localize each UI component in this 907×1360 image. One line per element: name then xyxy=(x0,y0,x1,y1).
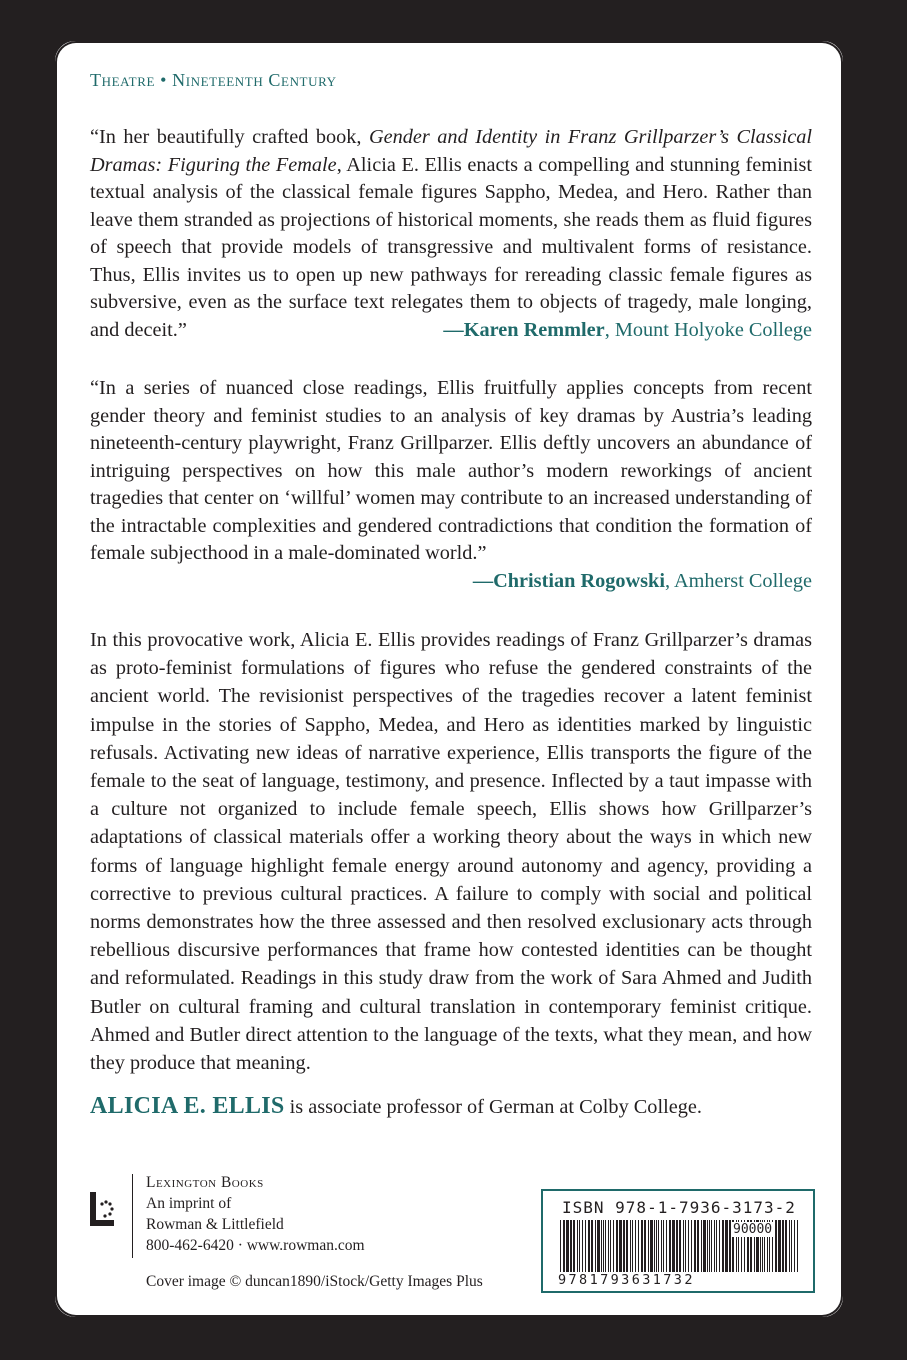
quote1-text: , Alicia E. Ellis enacts a compelling and stunning feminist textual analysis of the classical female figures Sappho, Medea, and Hero. Rather than leave them stranded as projections of historical moments, she reads them as fluid figures of speech that provide models of transgressive and multivalent forms of resistance. Thus, Ellis invites us to open up new pathways for rereading classic female figures as subversive, even as the surface text relegates them to objects of tragedy, male longing, and deceit.” xyxy=(90,153,813,341)
barcode-bar xyxy=(610,1220,611,1272)
isbn-label: ISBN 978-1-7936-3173-2 xyxy=(562,1198,796,1217)
publisher-imprint-line: An imprint of xyxy=(146,1195,232,1212)
publisher-info xyxy=(146,1172,365,1256)
barcode-bar xyxy=(782,1220,784,1272)
author-bio-text: is associate professor of German at Colby College. xyxy=(284,1096,702,1118)
barcode-bar xyxy=(794,1220,795,1272)
barcode-bar xyxy=(644,1220,646,1272)
author-bio xyxy=(90,1093,812,1120)
barcode-bar xyxy=(656,1220,657,1272)
barcode-bar xyxy=(635,1220,636,1272)
barcode-bar xyxy=(560,1220,561,1272)
price-code: 90000 xyxy=(733,1222,773,1237)
barcode-bar xyxy=(626,1220,628,1272)
barcode-bar xyxy=(605,1220,606,1272)
barcode-bar xyxy=(585,1220,586,1272)
barcode-bar xyxy=(797,1220,798,1272)
book-description: In this provocative work, Alicia E. Ellis provides readings of Franz Grillparzer’s dramas as proto-feminist formulations of figures who refuse the gendered constraints of the ancient world. The revisionist perspectives of the tragedies recover a latent feminist impulse in the stories of Sappho, Medea, and Hero as identities marked by linguistic refusals. Activating new ideas of narrative experience, Ellis transports the figure of the female to the seat of language, testimony, and presence. Inflected by a taut impasse with a culture not organized to include female speech, Ellis shows how Grillparzer’s adaptations of classical materials offer a working theory about the ways in which new forms of language highlight female energy around autonomy and agency, providing a corrective to previous cultural practices. A failure to comply with social and political norms demonstrates how the three assessed and then resolved exclusionary acts through rebellious discursive performances that frame how contested identities can be thought and reformulated. Readings in this study draw from the work of Sara Ahmed and Judith Butler on cultural framing and cultural translation in contemporary feminist critique. Ahmed and Butler direct attention to the language of the texts, what they mean, and how they produce that meaning. xyxy=(90,629,812,1075)
quote2-name: Christian Rogowski xyxy=(493,569,665,592)
barcode-bar xyxy=(573,1220,575,1272)
barcode-bar xyxy=(785,1220,787,1272)
quote1-institution: , Mount Holyoke College xyxy=(604,318,812,341)
barcode-bar xyxy=(701,1220,702,1272)
barcode-bar xyxy=(694,1220,696,1272)
endorsement-quote-2 xyxy=(90,375,812,595)
barcode-bar xyxy=(597,1220,600,1272)
barcode-bar xyxy=(608,1220,609,1272)
barcode-bar xyxy=(725,1220,728,1272)
barcode-bar xyxy=(697,1220,699,1272)
barcode-bar xyxy=(663,1220,664,1272)
barcode-bar xyxy=(775,1220,777,1272)
barcode-bar xyxy=(716,1220,717,1272)
barcode-bar xyxy=(650,1220,653,1272)
barcode-bar xyxy=(595,1220,596,1272)
barcode-bar xyxy=(588,1220,590,1272)
quote2-institution: , Amherst College xyxy=(664,569,812,592)
quote2-attribution xyxy=(90,568,812,596)
barcode-bar xyxy=(579,1220,580,1272)
barcode-bar xyxy=(616,1220,618,1272)
barcode-bar xyxy=(630,1220,631,1272)
barcode-bar xyxy=(679,1220,681,1272)
barcode-bar xyxy=(661,1220,662,1272)
barcode-bar xyxy=(566,1220,569,1272)
barcode-bar xyxy=(570,1220,572,1272)
ean-digits: 9781793631732 xyxy=(558,1272,695,1288)
quote1-book-title: Gender and Identity in Franz Grillparzer’s Classical Dramas: Figuring the Female xyxy=(90,126,812,176)
barcode-bar xyxy=(619,1220,622,1272)
barcode-bar xyxy=(654,1220,655,1272)
quote1-dash: — xyxy=(443,318,464,341)
barcode-bar xyxy=(711,1220,712,1272)
quote2-text: “In a series of nuanced close readings, Ellis fruitfully applies concepts from recent gender theory and feminist studies to an analysis of key dramas by Austria’s leading nineteenth-century playwright, Franz Grillparzer. Ellis deftly uncovers an abundance of intriguing perspectives on how this male author’s modern reworkings of ancient tragedies that center on ‘willful’ women may contribute to an increased understanding of the intractable complexities and gendered contradictions that condition the formation of female subjecthood in a male-dominated world.” xyxy=(90,377,812,564)
barcode-bar xyxy=(648,1220,649,1272)
barcode-bar xyxy=(613,1220,614,1272)
barcode-bar xyxy=(577,1220,578,1272)
barcode-bar xyxy=(666,1220,667,1272)
endorsement-quote-1 xyxy=(90,124,812,344)
barcode-bar xyxy=(638,1220,639,1272)
barcode-bar xyxy=(703,1220,706,1272)
quote1-attribution xyxy=(443,317,812,345)
quote2-dash: — xyxy=(472,569,494,592)
quote1-open: “In her beautifully crafted book, xyxy=(90,126,369,148)
barcode-bar xyxy=(688,1220,689,1272)
publisher-contact: 800-462-6420 · www.rowman.com xyxy=(146,1237,365,1254)
barcode-bar xyxy=(683,1220,684,1272)
barcode-bar xyxy=(591,1220,593,1272)
author-name: ALICIA E. ELLIS xyxy=(90,1093,285,1119)
barcode-bar xyxy=(672,1220,675,1272)
barcode-bar xyxy=(676,1220,678,1272)
publisher-name: Lexington Books xyxy=(146,1174,264,1191)
barcode-bar xyxy=(714,1220,715,1272)
barcode-bar xyxy=(623,1220,625,1272)
barcode-bar xyxy=(707,1220,708,1272)
barcode-bar xyxy=(641,1220,643,1272)
barcode-bar xyxy=(789,1220,790,1272)
publisher-divider xyxy=(132,1174,133,1258)
barcode-bar xyxy=(601,1220,602,1272)
barcode-bar xyxy=(669,1220,671,1272)
barcode-bar xyxy=(603,1220,604,1272)
barcode-bar xyxy=(632,1220,633,1272)
publisher-parent: Rowman & Littlefield xyxy=(146,1216,284,1233)
barcode-bar xyxy=(722,1220,724,1272)
barcode-bar xyxy=(719,1220,720,1272)
category-label: Theatre • Nineteenth Century xyxy=(90,70,337,90)
barcode-bar xyxy=(791,1220,792,1272)
barcode-bar xyxy=(563,1220,565,1272)
barcode-bar xyxy=(685,1220,686,1272)
cover-image-credit: Cover image © duncan1890/iStock/Getty Images Plus xyxy=(146,1273,483,1290)
barcode-bar xyxy=(778,1220,781,1272)
barcode-bar xyxy=(582,1220,583,1272)
barcode-bar xyxy=(709,1220,710,1272)
publisher-logo-icon xyxy=(88,1190,122,1230)
quote1-name: Karen Remmler xyxy=(463,318,605,341)
barcode-bar xyxy=(658,1220,659,1272)
barcode-bar xyxy=(691,1220,692,1272)
